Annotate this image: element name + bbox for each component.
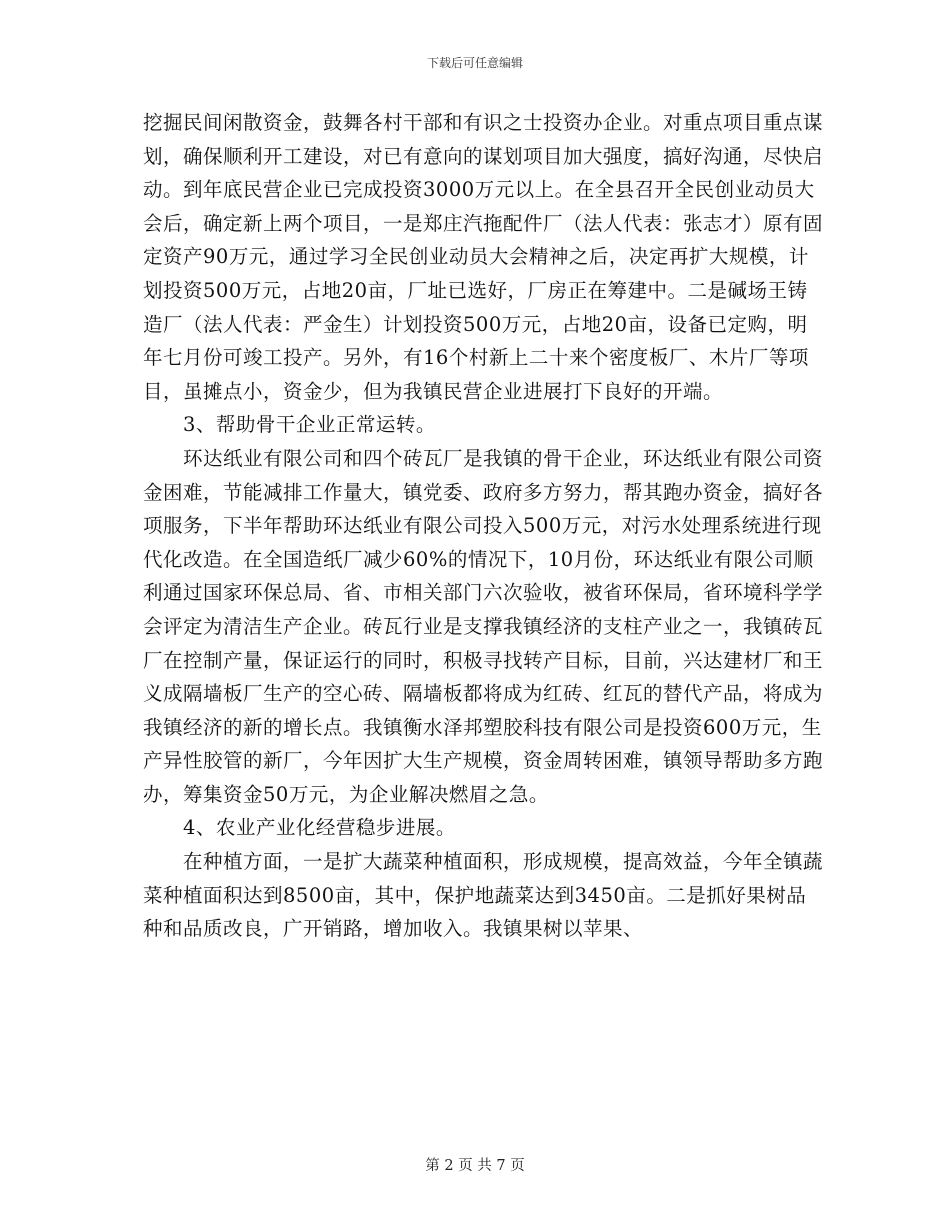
page-footer [0, 1154, 950, 1175]
page-total: 7 [496, 1158, 506, 1174]
heading-agriculture: 4、农业产业化经营稳步进展。 [183, 816, 456, 840]
footer-suffix: 页 [510, 1158, 525, 1174]
footer-middle: 页 共 [458, 1158, 492, 1174]
paragraph-investment: 挖掘民间闲散资金，鼓舞各村干部和有识之士投资办企业。对重点项目重点谋划，确保顺利开工建设，对已有意向的谋划项目加大强度，搞好沟通，尽快启动。到年底民营企业已完成投资3000万元以上。在全县召开全民创业动员大会后，确定新上两个项目，一是郑庄汽拖配件厂（法人代表：张志才）原有固定资产90万元，通过学习全民创业动员大会精神之后，决定再扩大规模，计划投资500万元，占地20亩，厂址已选好，厂房正在筹建中。二是碱场王铸造厂（法人代表：严金生）计划投资500万元，占地20亩，设备已定购，明年七月份可竣工投产。另外，有16个村新上二十来个密度板厂、木片厂等项目，虽摊点小，资金少，但为我镇民营企业进展打下良好的开端。 [143, 111, 824, 403]
document-body [143, 106, 823, 946]
footer-prefix: 第 [425, 1158, 440, 1174]
page-header: 下载后可任意编辑 [426, 56, 523, 70]
page-number: 2 [444, 1158, 454, 1174]
paragraph-planting: 在种植方面，一是扩大蔬菜种植面积，形成规模，提高效益，今年全镇蔬菜种植面积达到8500亩，其中，保护地蔬菜达到3450亩。二是抓好果树品种和品质改良，广开销路，增加收入。我镇果树以苹果、 [143, 850, 824, 941]
paragraph-backbone-enterprises: 环达纸业有限公司和四个砖瓦厂是我镇的骨干企业，环达纸业有限公司资金困难，节能减排工作量大，镇党委、政府多方努力，帮其跑办资金，搞好各项服务，下半年帮助环达纸业有限公司投入500万元，对污水处理系统进行现代化改造。在全国造纸厂减少60%的情况下，10月份，环达纸业有限公司顺利通过国家环保总局、省、市相关部门六次验收，被省环保局，省环境科学学会评定为清洁生产企业。砖瓦行业是支撑我镇经济的支柱产业之一，我镇砖瓦厂在控制产量，保证运行的同时，积极寻找转产目标，目前，兴达建材厂和王义成隔墙板厂生产的空心砖、隔墙板都将成为红砖、红瓦的替代产品，将成为我镇经济的新的增长点。我镇衡水泽邦塑胶科技有限公司是投资600万元，生产异性胶管的新厂，今年因扩大生产规模，资金周转困难，镇领导帮助多方跑办，筹集资金50万元，为企业解决燃眉之急。 [143, 446, 824, 806]
heading-backbone-enterprises: 3、帮助骨干企业正常运转。 [183, 413, 436, 437]
